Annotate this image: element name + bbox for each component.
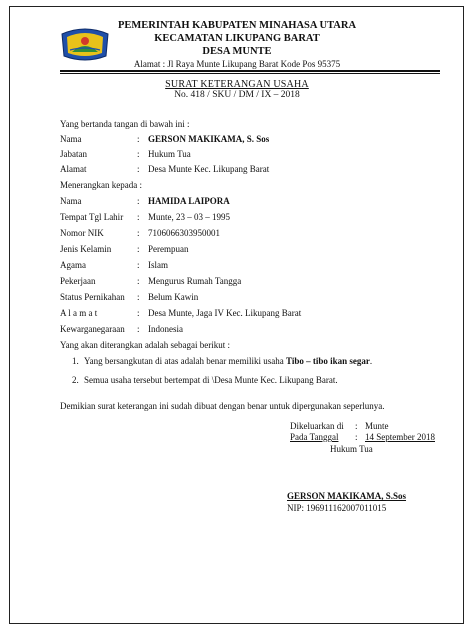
signer-name-label: Nama: [60, 134, 82, 144]
colon: :: [137, 149, 140, 159]
subject-job-value: Mengurus Rumah Tangga: [148, 276, 242, 286]
colon: :: [355, 432, 358, 442]
point-1-text-start: Yang bersangkutan di atas adalah benar memiliki usaha: [84, 356, 287, 366]
signer-position-label: Jabatan: [60, 149, 87, 159]
subject-citizenship-label: Kewarganegaraan: [60, 324, 125, 334]
signer-position-value: Hukum Tua: [148, 149, 191, 159]
stated-text: Yang akan diterangkan adalah sebagai berikut :: [60, 340, 231, 350]
point-1-business: Tibo – tibo ikan segar: [286, 356, 370, 366]
subject-dob-label: Tempat Tgl Lahir: [60, 212, 124, 222]
colon: :: [137, 196, 140, 206]
subject-nik-value: 7106066303950001: [148, 228, 220, 238]
colon: :: [137, 308, 140, 318]
signer-address-label: Alamat: [60, 164, 87, 174]
signer-address-value: Desa Munte Kec. Likupang Barat: [148, 164, 270, 174]
subject-nik-label: Nomor NIK: [60, 228, 104, 238]
point-2-text: Semua usaha tersebut bertempat di \Desa Munte Kec. Likupang Barat.: [84, 375, 338, 385]
issued-role: Hukum Tua: [330, 444, 373, 454]
subject-name-value: HAMIDA LAIPORA: [148, 196, 230, 206]
colon: :: [137, 228, 140, 238]
subject-name-label: Nama: [60, 196, 82, 206]
issued-place-label: Dikeluarkan di: [290, 421, 344, 431]
subject-dob-value: Munte, 23 – 03 – 1995: [148, 212, 230, 222]
issued-date-value: 14 September 2018: [365, 432, 435, 442]
point-1-number: 1.: [72, 356, 79, 366]
issued-place-value: Munte: [365, 421, 389, 431]
letterhead-address: Alamat : Jl Raya Munte Likupang Barat Kode Pos 95375: [133, 59, 341, 69]
issued-date-label: Pada Tanggal: [290, 432, 339, 442]
subject-address-label: A l a m a t: [60, 308, 98, 318]
document-number: No. 418 / SKU / DM / IX – 2018: [174, 90, 300, 100]
subject-marital-label: Status Pernikahan: [60, 292, 125, 302]
letterhead-line-1: PEMERINTAH KABUPATEN MINAHASA UTARA: [117, 20, 357, 31]
colon: :: [137, 292, 140, 302]
subject-religion-value: Islam: [148, 260, 168, 270]
letterhead-rule-thick: [60, 70, 440, 72]
colon: :: [137, 134, 140, 144]
letterhead-rule-thin: [60, 73, 440, 74]
letterhead-line-2: KECAMATAN LIKUPANG BARAT: [154, 33, 320, 44]
subject-gender-label: Jenis Kelamin: [60, 244, 112, 254]
subject-address-value: Desa Munte, Jaga IV Kec. Likupang Barat: [148, 308, 302, 318]
explains-text: Menerangkan kepada :: [60, 180, 142, 190]
subject-religion-label: Agama: [60, 260, 86, 270]
colon: :: [137, 324, 140, 334]
colon: :: [355, 421, 358, 431]
point-1-text: [84, 356, 372, 366]
subject-marital-value: Belum Kawin: [148, 292, 199, 302]
colon: :: [137, 260, 140, 270]
subject-citizenship-value: Indonesia: [148, 324, 183, 334]
subject-job-label: Pekerjaan: [60, 276, 96, 286]
colon: :: [137, 212, 140, 222]
point-2-number: 2.: [72, 375, 79, 385]
closing-text: Demikian surat keterangan ini sudah dibuat dengan benar untuk dipergunakan seperlunya.: [60, 401, 385, 411]
colon: :: [137, 244, 140, 254]
signature-name: GERSON MAKIKAMA, S.Sos: [287, 491, 407, 501]
signature-nip: NIP: 196911162007011015: [287, 503, 387, 513]
signer-name-value: GERSON MAKIKAMA, S. Sos: [148, 134, 270, 144]
intro-text: Yang bertanda tangan di bawah ini :: [60, 119, 190, 129]
point-1-text-end: .: [369, 356, 373, 366]
letterhead-line-3: DESA MUNTE: [202, 46, 272, 57]
subject-gender-value: Perempuan: [148, 244, 189, 254]
colon: :: [137, 164, 140, 174]
colon: :: [137, 276, 140, 286]
document-title: SURAT KETERANGAN USAHA: [165, 79, 309, 90]
